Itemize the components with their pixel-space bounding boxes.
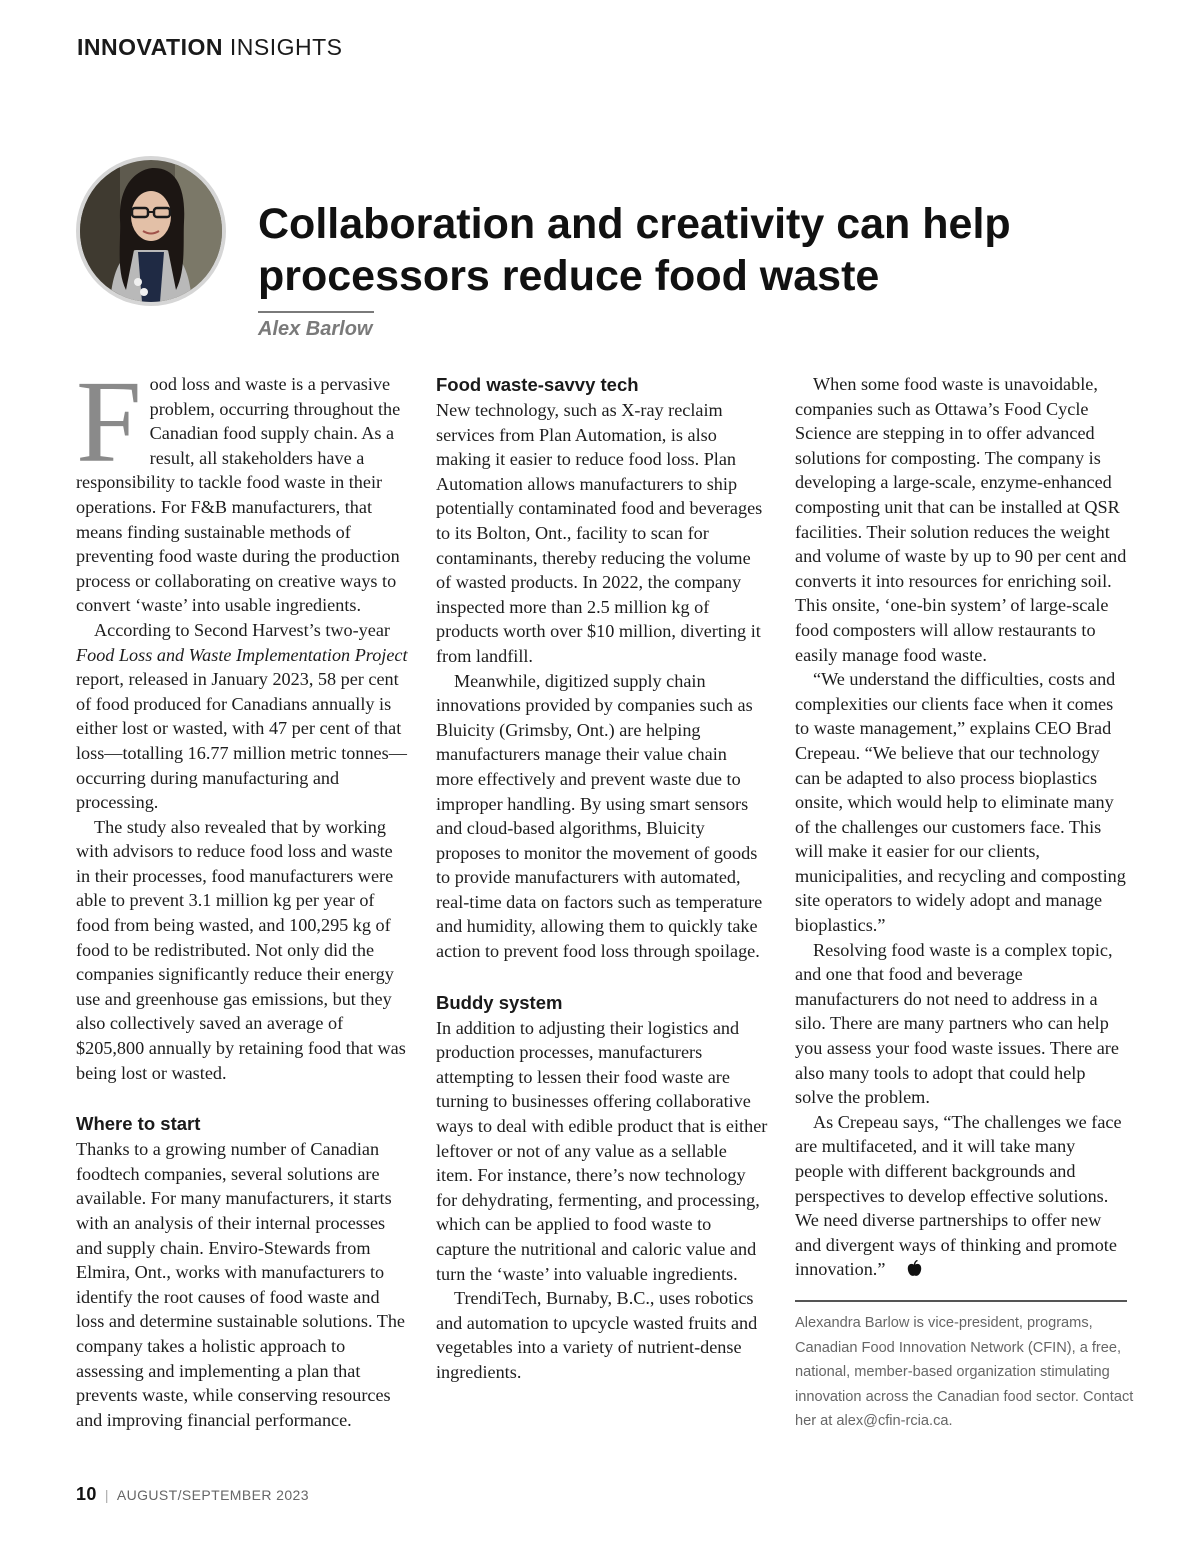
author-portrait (76, 156, 226, 306)
paragraph: Meanwhile, digitized supply chain innovations provided by companies such as Bluicity (Grimsby, Ont.) are helping manufacturers manage their value chain more effectively and prevent waste due to improper handling. By using smart sensors and cloud-based algorithms, Bluicity proposes to monitor the movement of goods to provide manufacturers with automated, real-time data on factors such as temperature and humidity, allowing them to quickly take action to prevent food loss through spoilage. (436, 670, 763, 962)
bio-divider (795, 1300, 1127, 1302)
section-label (77, 34, 343, 61)
paragraph-text: According to Second Harvest’s two-year (94, 619, 390, 640)
paragraph (795, 1110, 1127, 1284)
paragraph: In addition to adjusting their logistics and production processes, manufacturers attempting to lessen their food waste are turning to businesses offering collaborative ways to deal with edible product that is either leftover or not of any value as a sellable item. For instance, there’s now technology for dehydrating, fermenting, and processing, which can be applied to food waste to capture the nutritional and caloric value and turn the ‘waste’ into valuable ingredients. (436, 1017, 768, 1284)
page-footer (76, 1484, 309, 1505)
footer-separator: | (104, 1487, 109, 1503)
apple-icon (889, 1259, 922, 1284)
column-3 (795, 372, 1127, 1284)
paragraph-text: As Crepeau says, “The challenges we face are multifaceted, and it will take many people with different backgrounds and perspectives to develop effective solutions. We need diverse partnerships to offer new and divergent ways of thinking and promote innovation.” (795, 1111, 1122, 1280)
subheading-where-to-start: Where to start (76, 1113, 201, 1135)
issue-date: AUGUST/SEPTEMBER 2023 (116, 1487, 309, 1503)
paragraph: New technology, such as X-ray reclaim services from Plan Automation, is also making it easier to reduce food loss. Plan Automation allows manufacturers to ship potentially contaminated food and beverages to its Bolton, Ont., facility to scan for contaminants, thereby reducing the volume of wasted products. In 2022, the company inspected more than 2.5 million kg of products worth over $10 million, diverting it from landfill. (436, 400, 763, 666)
paragraph: TrendiTech, Burnaby, B.C., uses robotics and automation to upcycle wasted fruits and vegetables into a variety of nutrient-dense ingredients. (436, 1288, 758, 1382)
paragraph: ood loss and waste is a pervasive problem, occurring throughout the Canadian food supply chain. As a result, all stakeholders have a responsibility to tackle food waste in their operations. For F&B manufacturers, that means finding sustainable methods of preventing food waste during the production process or collaborating on creative ways to convert ‘waste’ into usable ingredients. (76, 374, 401, 616)
title-divider (258, 311, 374, 313)
paragraph: When some food waste is unavoidable, companies such as Ottawa’s Food Cycle Science are stepping in to offer advanced solutions for composting. The company is developing a large-scale, enzyme-enhanced composting unit that can be installed at QSR facilities. Their solution reduces the weight and volume of waste by up to 90 per cent and converts it into resources for enriching soil. This onsite, ‘one-bin system’ of large-scale food composters will allow restaurants to easily manage food waste. (795, 374, 1127, 665)
report-title: Food Loss and Waste Implementation Project (76, 644, 408, 665)
paragraph: The study also revealed that by working with advisors to reduce food loss and waste in their processes, food manufacturers were able to prevent 3.1 million kg per year of food from being wasted, and 100,295 kg of food to be redistributed. Not only did the companies significantly reduce their energy use and greenhouse gas emissions, but they also collectively saved an average of $205,800 annually by retaining food that was being lost or wasted. (76, 816, 406, 1083)
column-2 (436, 372, 768, 1385)
paragraph (76, 618, 408, 815)
column-1 (76, 356, 408, 1432)
section-label-bold: INNOVATION (77, 34, 223, 60)
section-label-light: INSIGHTS (222, 34, 343, 60)
paragraph-text: report, released in January 2023, 58 per cent of food produced for Canadians annually is either lost or wasted, with 47 per cent of that loss—totalling 16.77 million metric tonnes—occurring during manufacturing and processing. (76, 669, 407, 813)
paragraph: “We understand the difficulties, costs and complexities our clients face when it comes to waste management,” explains CEO Brad Crepeau. “We believe that our technology can be adapted to also process bioplastics onsite, which would help to eliminate many of the challenges our customers face. This will make it easier for our clients, municipalities, and recycling and composting site operators to widely adopt and manage bioplastics.” (795, 669, 1126, 936)
author-portrait-image (80, 160, 222, 302)
author-bio: Alexandra Barlow is vice-president, programs, Canadian Food Innovation Network (CFIN), a free, national, member-based organization stimulating innovation across the Canadian food sector. Contact her at alex@cfin-rcia.ca. (795, 1315, 1134, 1430)
drop-cap: F (76, 356, 142, 487)
article-title: Collaboration and creativity can help processors reduce food waste (258, 200, 1011, 300)
author-byline: Alex Barlow (258, 318, 373, 340)
page-number: 10 (76, 1484, 97, 1504)
paragraph: Resolving food waste is a complex topic, and one that food and beverage manufacturers do not need to address in a silo. There are many partners who can help you assess your food waste issues. There are also many tools to adopt that could help solve the problem. (795, 939, 1119, 1108)
subheading-buddy-system: Buddy system (436, 991, 563, 1013)
subheading-food-waste-tech: Food waste-savvy tech (436, 374, 639, 395)
paragraph: Thanks to a growing number of Canadian foodtech companies, several solutions are available. For many manufacturers, it starts with an analysis of their internal processes and supply chain. Enviro-Stewards from Elmira, Ont., works with manufacturers to identify the root causes of food waste and loss and determine sustainable solutions. The company takes a holistic approach to assessing and implementing a plan that prevents waste, while conserving resources and improving financial performance. (76, 1139, 406, 1430)
